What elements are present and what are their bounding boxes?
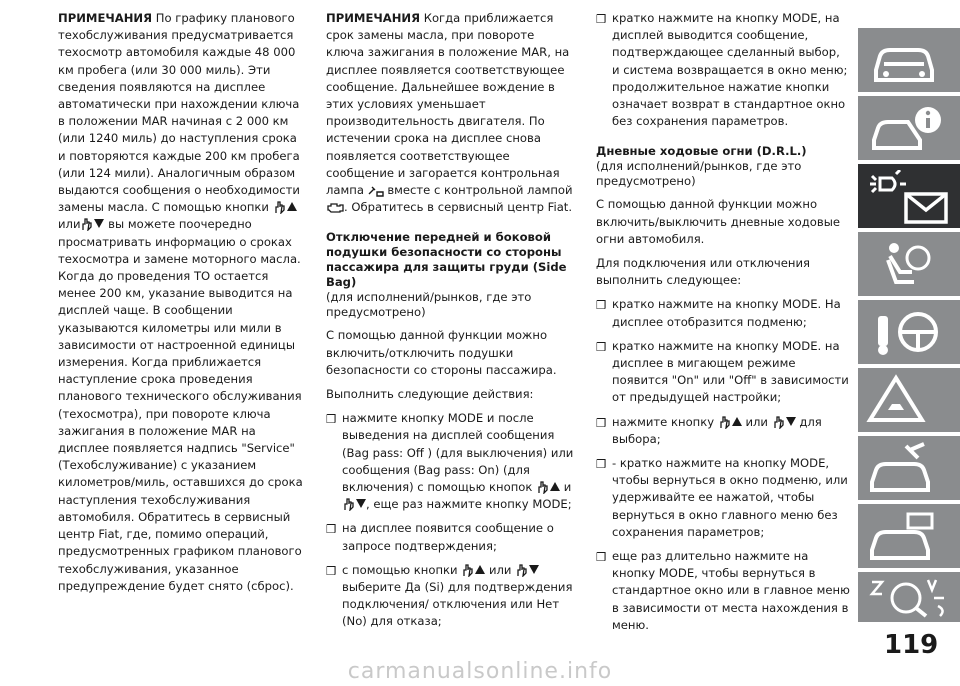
section-subtitle: (для исполнений/рынков, где это предусмотрено) [326,290,532,320]
tab-starting-driving[interactable] [858,300,960,364]
car-info-icon [866,102,946,154]
tab-instruments-info[interactable] [858,96,960,160]
airbag-seat-icon [866,238,946,290]
up-arrow-icon [475,565,485,574]
list-item: ❒ с помощью кнопки или выберите Да (Si) для подтверждения подключения/ отключения или Нет (No) для отказа; [326,562,573,629]
list-item: ❒ кратко нажмите на кнопку MODE, на дисплей выводится сообщение, подтверждающее сделанный выбор, и система возвращается в окно меню; продолжительное нажатие кнопки означает возврат в стандартное окно без сохранения параметров. [596,11,848,129]
note-paragraph: ПРИМЕЧАНИЯ По графику планового техобслуживания предусматривается техосмотр автомобиля каждые 48 000 км пробега (или 30 000 миль). Эти сведения появляются на дисплее автоматически при нахождении ключа в положении MAR начиная с 2 000 км (или 1240 миль) до наступления срока и повторяются каждые 200 км пробега (или 124 мили). Аналогичным образом выдаются сообщения о необходимости замены масла. С помощью кнопки или вы можете поочередно просматривать информацию о сроках техосмотра и замене моторного масла. Когда до проведения ТО остается менее 200 км, указание выводится на дисплей чаще. В сообщении указываются километры или мили в зависимости от настроенной единицы измерения. Когда приближается наступление срока проведения планового технического обслуживания (техосмотра), при повороте ключа зажигания в положение MAR на дисплее появляется надпись "Service" (Техобслуживание) с указанием километров/миль, оставшихся до срока наступления техобслуживания автомобиля. Обратитесь в сервисный центр Fiat, где, помимо операций, предусмотренных графиком планового техобслуживания, указанное предупреждение будет снято (сброс). [58,11,303,593]
down-arrow-icon [529,565,539,574]
engine-icon [326,201,344,214]
alphabet-index-icon [866,578,952,618]
hand-button-icon [342,497,356,511]
list-item: ❒ - кратко нажмите на кнопку MODE, чтобы вернуться в окно подменю, или удерживайте ее нажатой, чтобы вернуться в окно главного меню без сохранения параметров; [596,456,848,539]
car-outline-icon [866,34,946,86]
note-label: ПРИМЕЧАНИЯ [58,11,153,25]
hand-button-icon [718,415,732,429]
hand-button-icon [80,217,94,231]
hand-button-icon [536,480,550,494]
note-label: ПРИМЕЧАНИЯ [326,11,421,25]
note-paragraph: ПРИМЕЧАНИЯ Когда приближается срок замены масла, при повороте ключа зажигания в положение MAR, на дисплее появляется соответствующее сообщение. Дальнейшее вождение в этих условиях уменьшает производительность двигателя. По истечении срока на дисплее снова появляется соответствующее сообщение и загорается контрольная лампа вместе с контрольной лампой . Обратитесь в сервисный центр Fiat. [326,11,573,215]
watermark: carmanualsonline.info [347,658,613,684]
tab-warning-lights-messages[interactable] [858,164,960,228]
section-subtitle: (для исполнений/рынков, где это предусмотрено) [596,159,802,189]
column-1 [58,10,308,602]
up-arrow-icon [287,202,297,211]
down-arrow-icon [94,219,104,228]
warning-light-envelope-icon [866,170,952,226]
down-arrow-icon [356,499,366,508]
hand-button-icon [515,563,529,577]
paragraph: Выполнить следующие действия: [326,387,534,402]
section-heading: Дневные ходовые огни (D.R.L.) [596,144,807,159]
hand-button-icon [461,563,475,577]
down-arrow-icon [786,417,796,426]
tab-emergency[interactable] [858,368,960,432]
list-item: ❒ на дисплее появится сообщение о запросе подтверждения; [326,521,554,553]
up-arrow-icon [550,482,560,491]
section-heading: Отключение передней и боковой подушки безопасности со стороны пассажира для защиты груди (Side Bag) [326,230,567,290]
tab-index[interactable] [858,572,960,622]
hand-button-icon [772,415,786,429]
paragraph: С помощью данной функции можно включить/отключить подушки безопасности со стороны пассажира. [326,328,557,377]
service-wrench-icon [368,185,384,197]
up-arrow-icon [732,417,742,426]
car-specs-icon [866,510,946,562]
column-3 [596,10,851,641]
list-item: ❒ нажмите кнопку MODE и после выведения на дисплей сообщения (Bag pass: Off ) (для выключения) или сообщения (Bag pass: On) (для включения) с помощью кнопок и , еще раз нажмите кнопку MODE; [326,411,574,512]
list-item: ❒ нажмите кнопку или для выбора; [596,414,822,446]
tab-technical-data[interactable] [858,504,960,568]
key-steering-icon [866,306,946,358]
column-2 [326,10,576,638]
list-item: ❒ еще раз длительно нажмите на кнопку MODE, чтобы вернуться в стандартное окно или в главное меню в зависимости от места нахождения в меню. [596,549,850,632]
tab-vehicle-overview[interactable] [858,28,960,92]
list-item: ❒ кратко нажмите на кнопку MODE. на дисплее в мигающем режиме появится "On" или "Off" в зависимости от предыдущей настройки; [596,338,849,405]
paragraph: С помощью данной функции можно включить/выключить дневные ходовые огни автомобиля. [596,197,840,246]
car-service-icon [866,442,946,494]
tab-maintenance[interactable] [858,436,960,500]
tab-safety[interactable] [858,232,960,296]
page-number: 119 [884,630,939,660]
list-item: ❒ кратко нажмите на кнопку MODE. На дисплее отобразится подменю; [596,297,841,329]
warning-triangle-car-icon [866,374,946,426]
hand-button-icon [273,200,287,214]
paragraph: Для подключения или отключения выполнить следующее: [596,256,811,288]
